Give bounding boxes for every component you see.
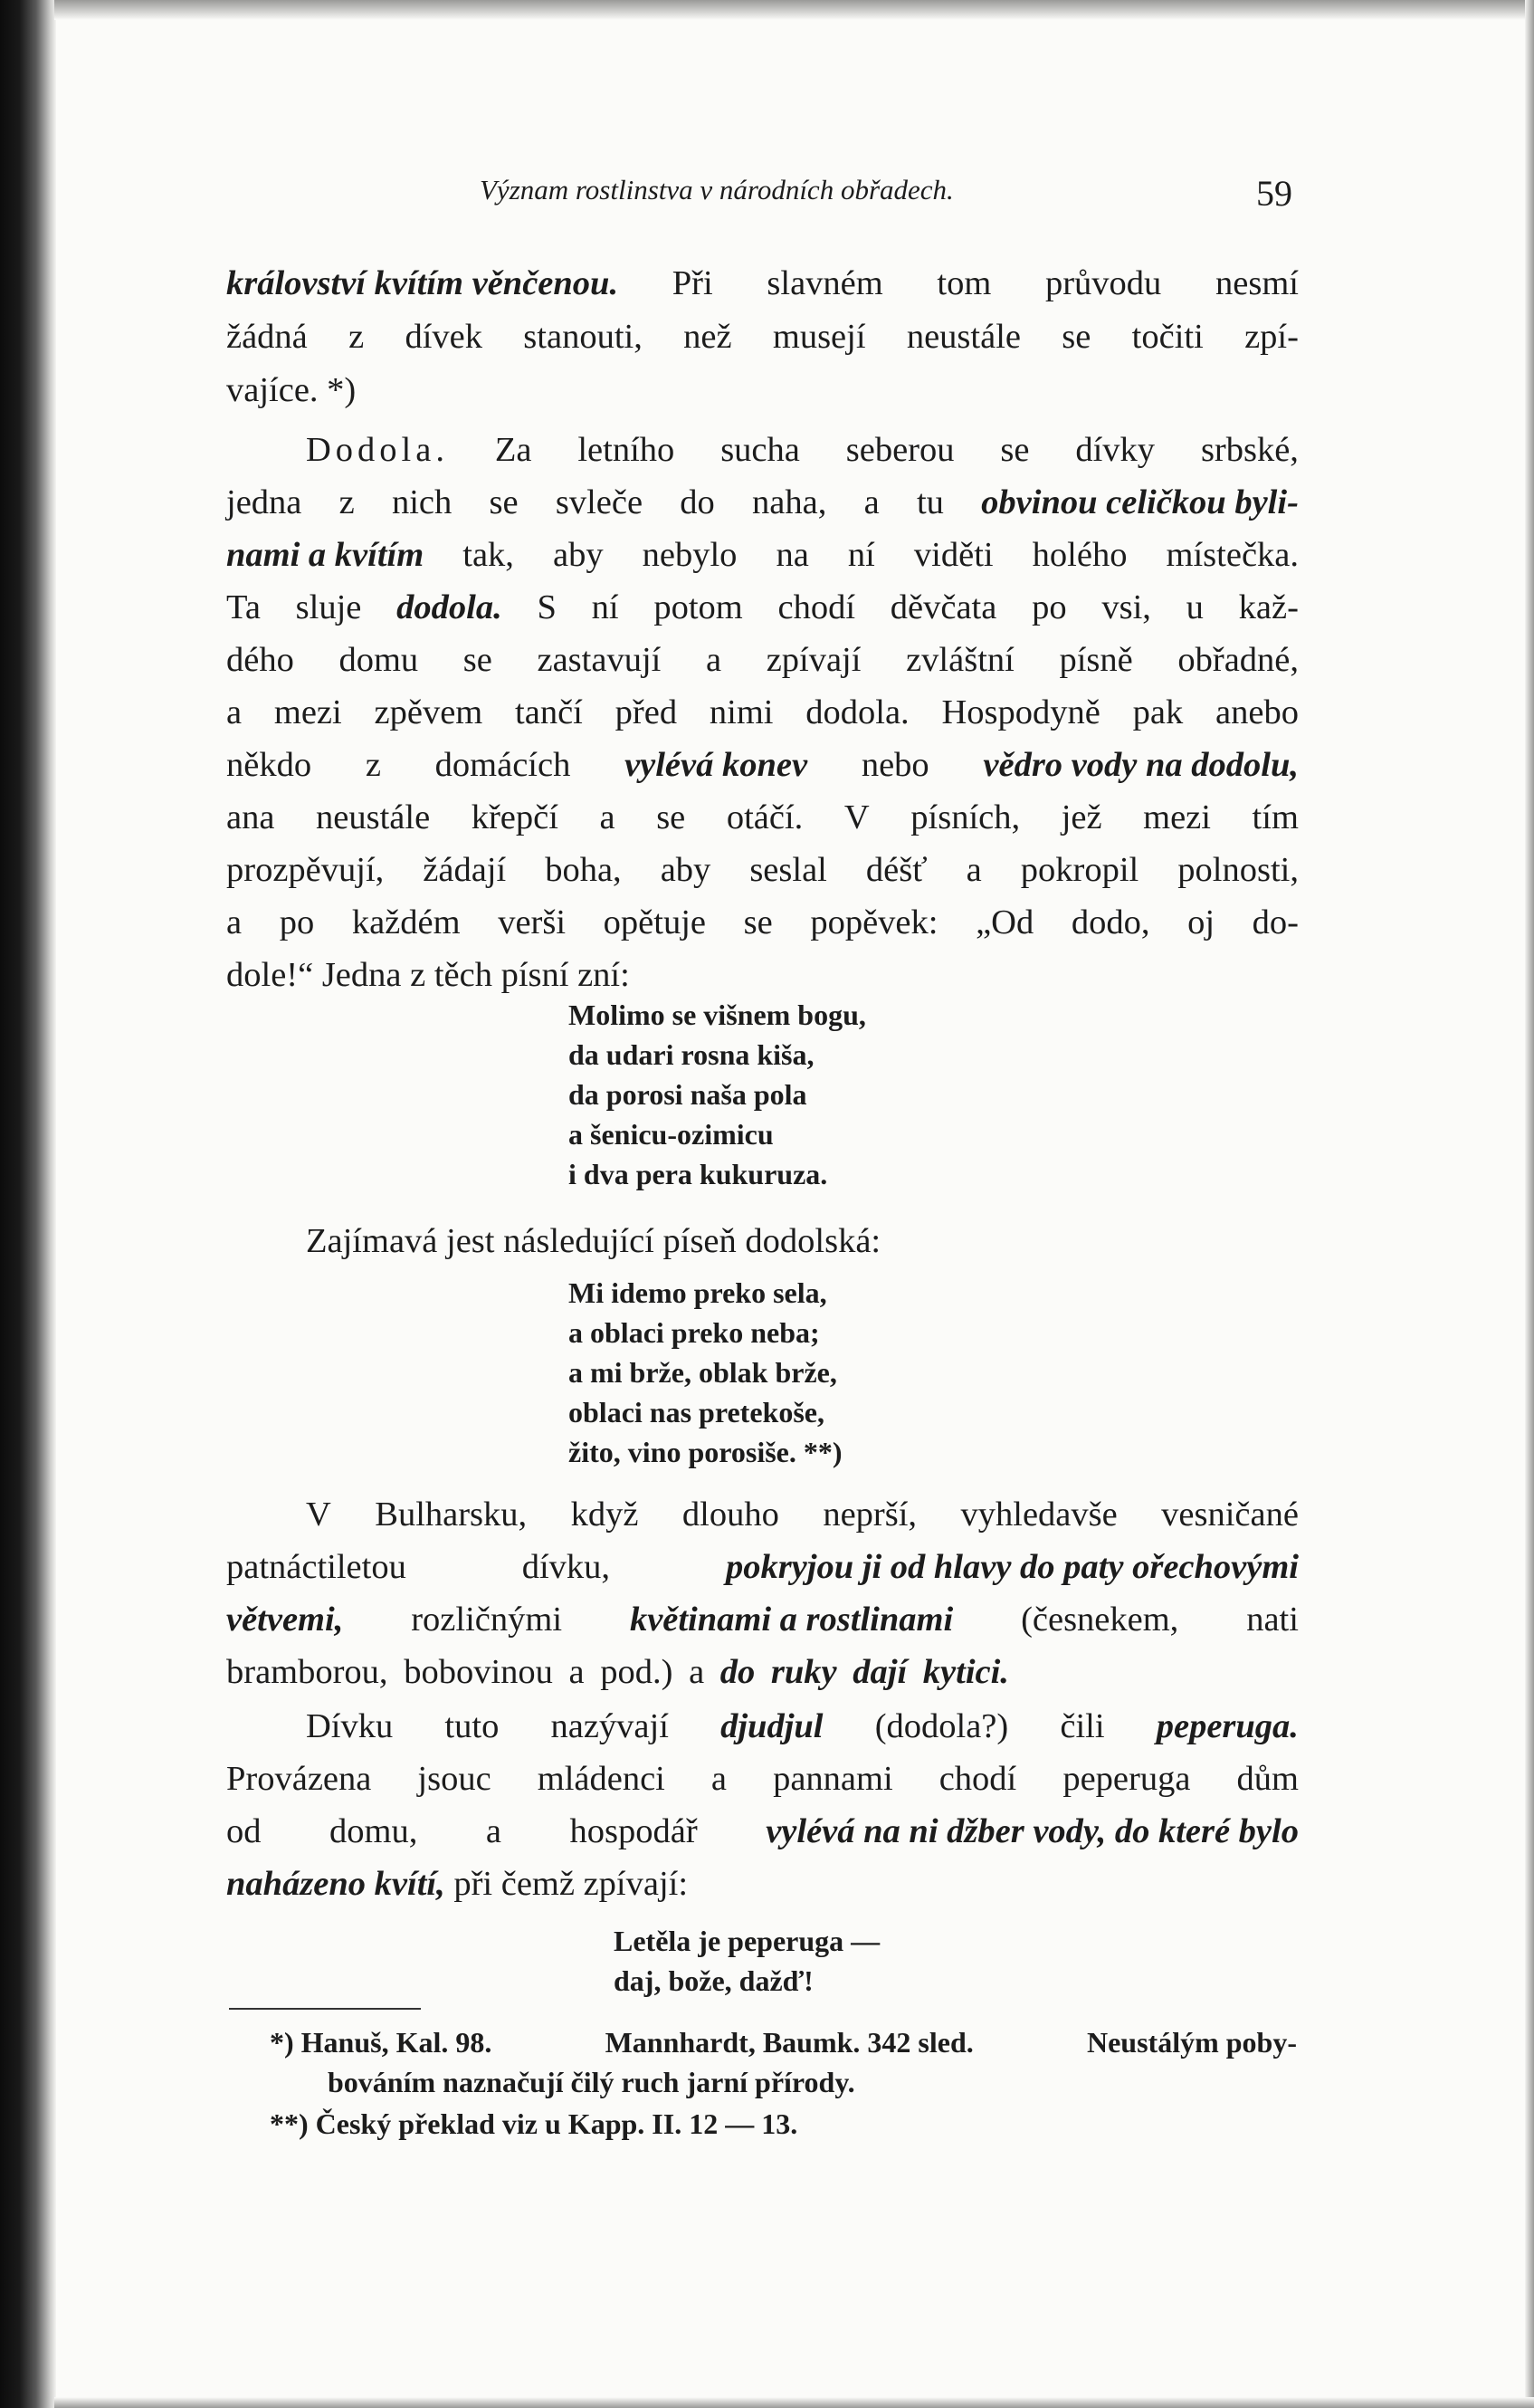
poem-line: daj, bože, dažď!: [614, 1964, 814, 1997]
text-line: naházeno kvítí, při čemž zpívají:: [226, 1865, 689, 1903]
text-line: Dodola. Za letního sucha seberou se dívky srbské,: [306, 431, 1299, 469]
text-line: prozpěvují, žádají boha, aby seslal déšť a pokropil polnosti,: [226, 851, 1299, 889]
footnote-rule: [229, 2008, 421, 2010]
page-bottom-edge: [54, 2397, 1534, 2408]
section-heading-dodola: Dodola.: [306, 431, 449, 469]
text-line: bramborou, bobovinou a pod.) a do ruky dají kytici.: [226, 1653, 1009, 1691]
footnote-1-cont: bováním naznačují čilý ruch jarní přírody.: [328, 2066, 855, 2098]
footnote-1: *) Hanuš, Kal. 98. Mannhardt, Baumk. 342 sled. Neustálým poby-: [270, 2026, 1297, 2059]
text-line: království kvítím věnčenou. Při slavném tom průvodu nesmí: [226, 264, 1299, 302]
text-line: vajíce. *): [226, 371, 357, 409]
text-line: žádná z dívek stanouti, než musejí neustále se točiti zpí-: [226, 318, 1299, 356]
text-line: a mezi zpěvem tančí před nimi dodola. Hospodyně pak anebo: [226, 693, 1299, 731]
page-right-edge: [1525, 0, 1534, 2408]
text-line: větvemi, rozličnými květinami a rostlinami (česnekem, nati: [226, 1601, 1299, 1639]
text-line: dého domu se zastavují a zpívají zvláštní písně obřadné,: [226, 641, 1299, 679]
poem-line: a šenicu-ozimicu: [568, 1118, 774, 1151]
poem-line: oblaci nas pretekoše,: [568, 1396, 824, 1429]
text-line: V Bulharsku, když dlouho neprší, vyhledavše vesničané: [306, 1495, 1299, 1534]
text-line: Zajímavá jest následující píseň dodolská:: [306, 1222, 881, 1260]
text-line: a po každém verši opětuje se popěvek: „Od dodo, oj do-: [226, 903, 1299, 941]
text-line: Dívku tuto nazývají djudjul (dodola?) čili peperuga.: [306, 1707, 1299, 1745]
poem-line: Molimo se višnem bogu,: [568, 999, 866, 1031]
text-line: dole!“ Jedna z těch písní zní:: [226, 956, 630, 994]
poem-line: i dva pera kukuruza.: [568, 1158, 828, 1190]
text-line: Ta sluje dodola. S ní potom chodí děvčata po vsi, u kaž-: [226, 588, 1299, 626]
text-line: ana neustále křepčí a se otáčí. V písních, jež mezi tím: [226, 798, 1299, 836]
text-line: nami a kvítím tak, aby nebylo na ní viděti holého místečka.: [226, 536, 1299, 574]
text-line: Provázena jsouc mládenci a pannami chodí peperuga dům: [226, 1760, 1299, 1798]
poem-line: Mi idemo preko sela,: [568, 1276, 827, 1309]
book-spine-shadow: [0, 0, 56, 2408]
poem-line: da porosi naša pola: [568, 1078, 807, 1111]
poem-line: žito, vino porosiše. **): [568, 1436, 843, 1468]
text-line: jedna z nich se svleče do naha, a tu obvinou celičkou byli-: [226, 483, 1299, 521]
text-line: patnáctiletou dívku, pokryjou ji od hlavy do paty ořechovými: [226, 1548, 1299, 1586]
poem-line: a oblaci preko neba;: [568, 1316, 820, 1349]
text-line: někdo z domácích vylévá konev nebo vědro vody na dodolu,: [226, 746, 1299, 784]
text-line: od domu, a hospodář vylévá na ni džber vody, do které bylo: [226, 1812, 1299, 1850]
footnote-2: **) Český překlad viz u Kapp. II. 12 — 13.: [270, 2107, 798, 2140]
page-number: 59: [1256, 173, 1292, 214]
poem-line: da udari rosna kiša,: [568, 1038, 815, 1071]
poem-line: a mi brže, oblak brže,: [568, 1356, 837, 1389]
poem-line: Letěla je peperuga —: [614, 1925, 881, 1957]
page-top-edge: [54, 0, 1534, 20]
running-header: Význam rostlinstva v národních obřadech.: [480, 174, 954, 205]
